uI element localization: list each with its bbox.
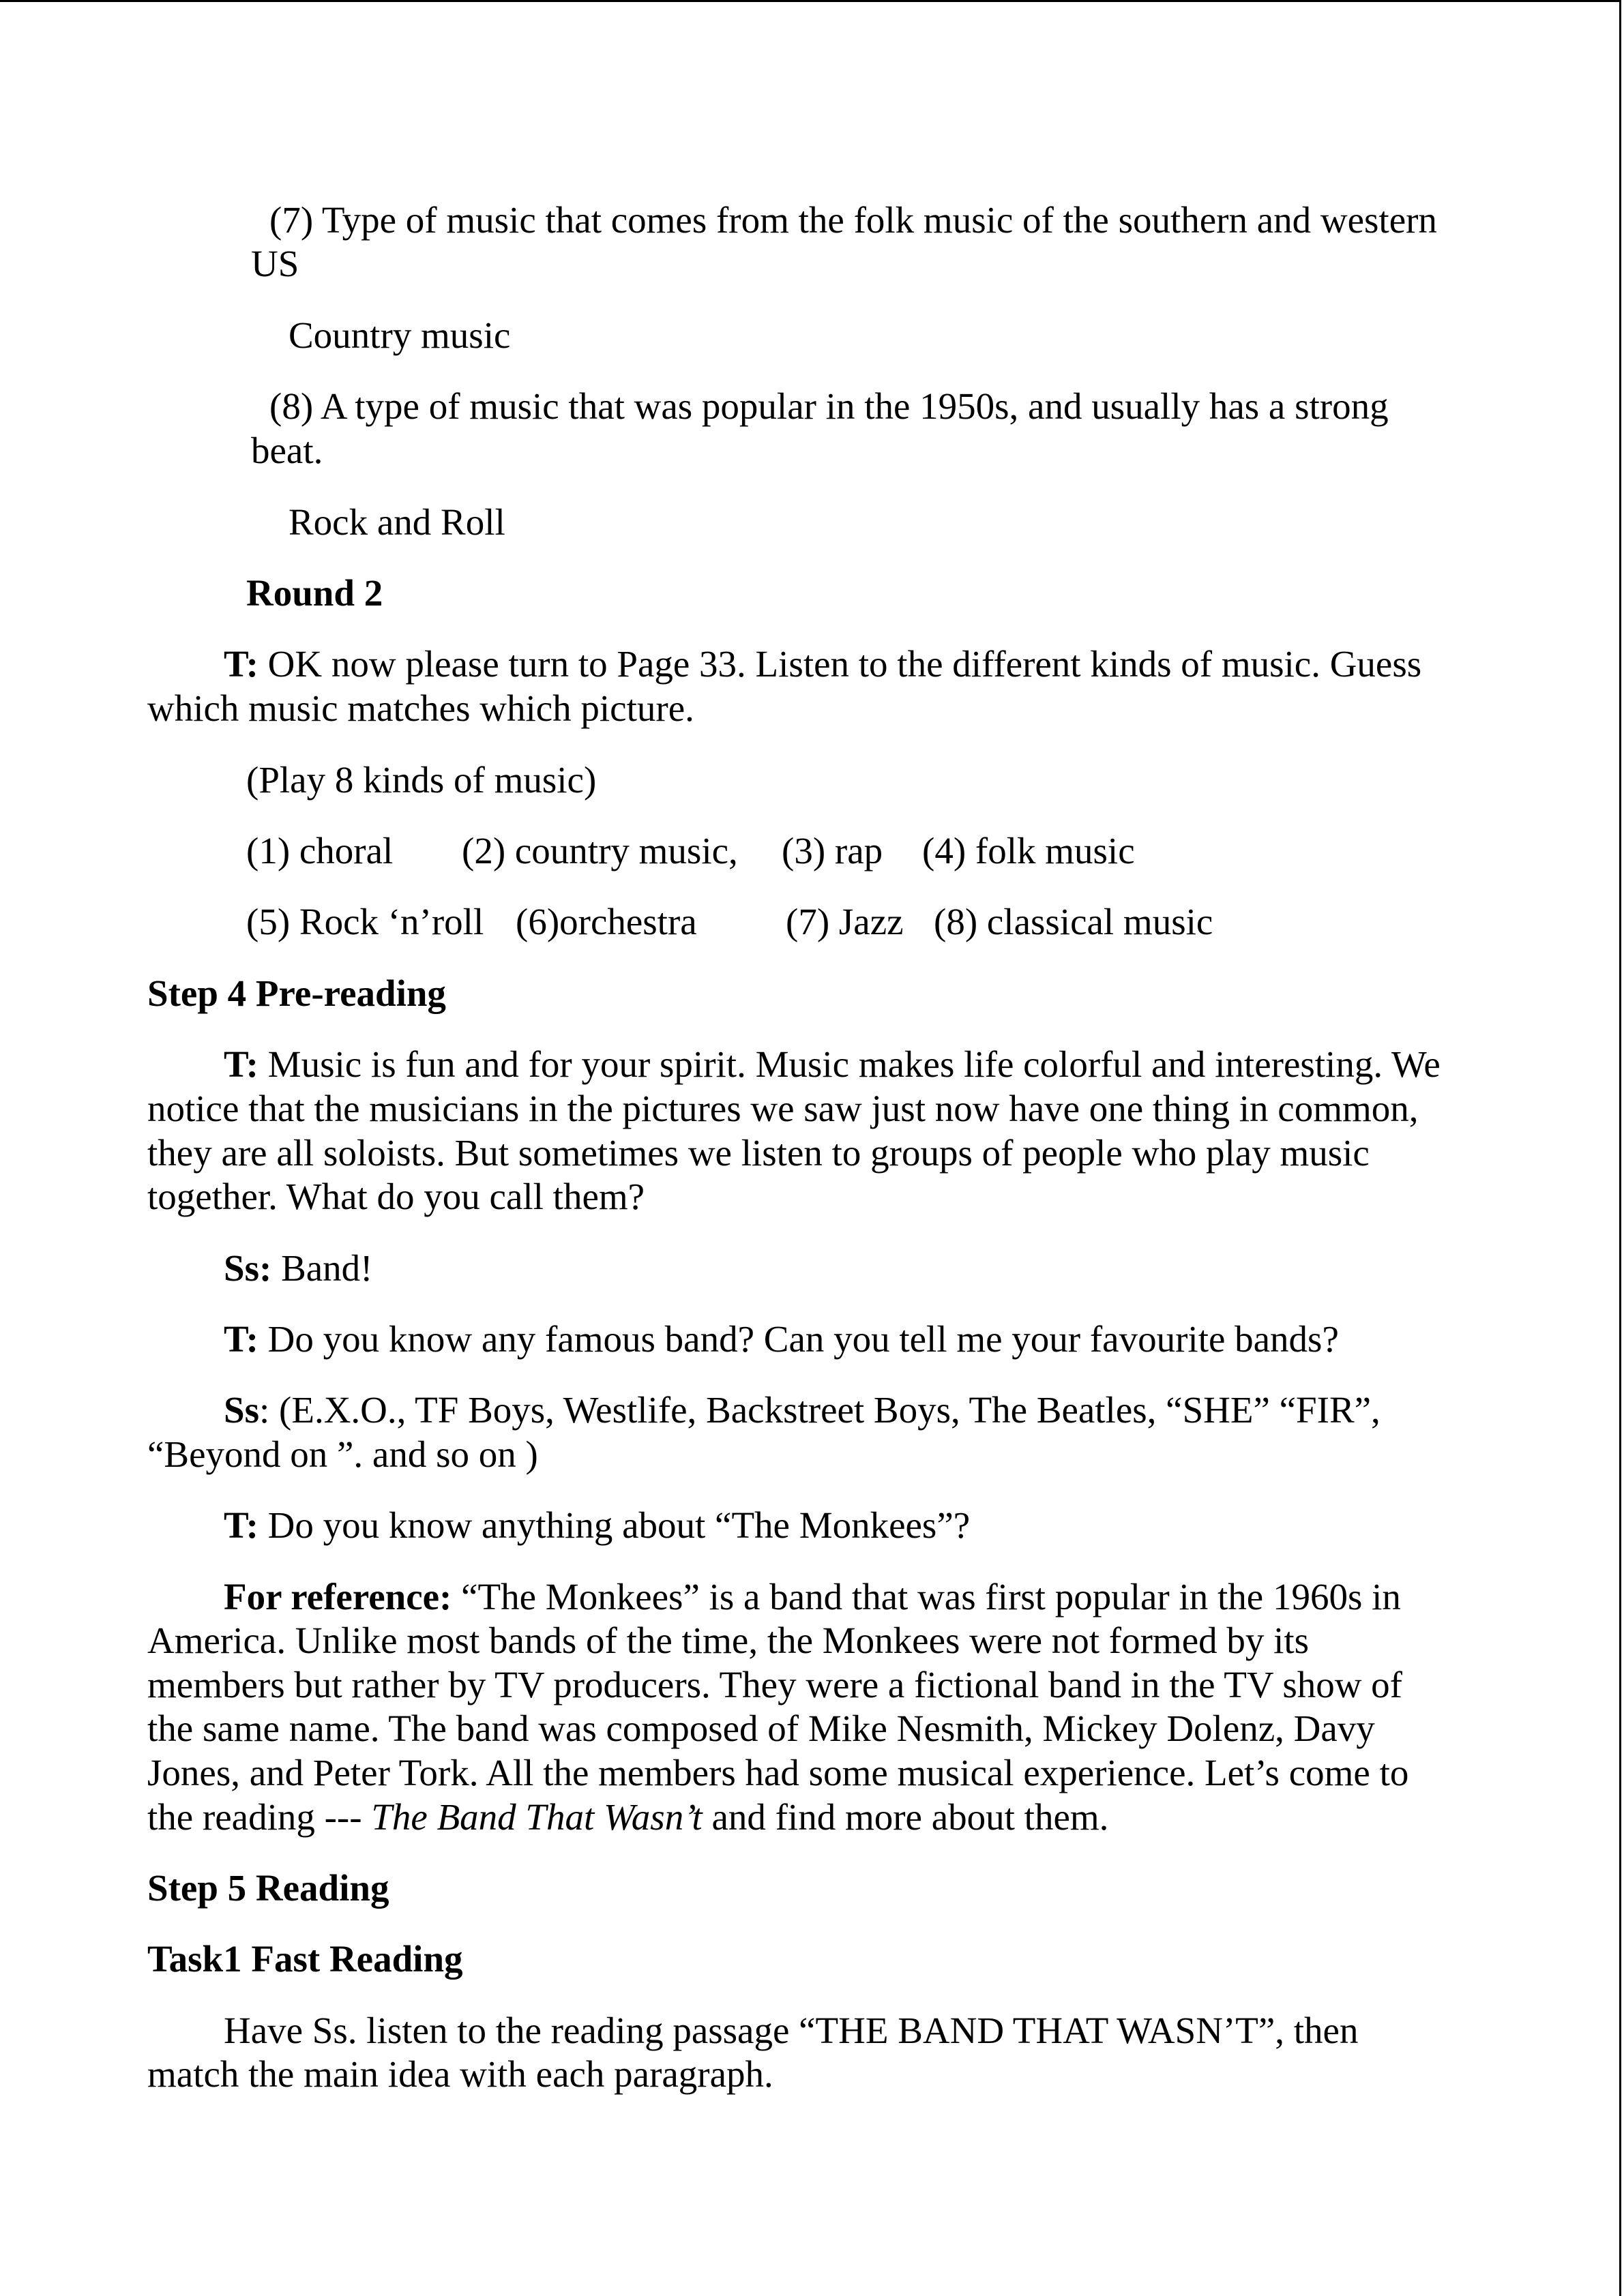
- list-item-4: (4) folk music: [922, 830, 1135, 871]
- step4-t2: [224, 1317, 1339, 1361]
- list-item-2: (2) country music,: [462, 830, 738, 871]
- speaker-label: T:: [224, 1043, 259, 1085]
- step4-t1-line4: together. What do you call them?: [147, 1176, 645, 1217]
- list-item-8: (8) classical music: [934, 901, 1213, 942]
- q8-line1: (8) A type of music that was popular in the 1950s, and usually has a strong: [269, 385, 1389, 427]
- q7-answer: Country music: [289, 314, 511, 356]
- step4-ss2-line1: [224, 1388, 1381, 1432]
- q7-line2: US: [251, 243, 299, 284]
- step4-ss2-line2: “Beyond on ”. and so on ): [147, 1433, 538, 1475]
- task1-line1: Have Ss. listen to the reading passage “THE BAND THAT WASN’T”, then: [224, 2010, 1359, 2051]
- list-item-7: (7) Jazz: [786, 901, 904, 942]
- reference-last-suffix: and find more about them.: [702, 1796, 1109, 1838]
- step4-t1-line1: [224, 1042, 1441, 1086]
- speaker-label: Ss: [224, 1389, 259, 1431]
- reference-text1: “The Monkees” is a band that was first popular in the 1960s in: [452, 1576, 1401, 1617]
- step4-t1-line2: notice that the musicians in the pictures we saw just now have one thing in common,: [147, 1088, 1419, 1129]
- round2-t-line2: which music matches which picture.: [147, 687, 694, 729]
- task1-heading: Task1 Fast Reading: [147, 1938, 463, 1980]
- speaker-label: T:: [224, 1318, 259, 1360]
- reading-title: The Band That Wasn’t: [371, 1796, 703, 1838]
- q8-line2: beat.: [251, 430, 323, 471]
- round2-t-text1: OK now please turn to Page 33. Listen to the different kinds of music. Guess: [258, 643, 1422, 685]
- step4-ss1-text: Band!: [271, 1247, 373, 1289]
- list-item-5: (5) Rock ‘n’roll: [246, 901, 484, 942]
- reference-line1: [224, 1575, 1401, 1619]
- step4-ss2-text1: : (E.X.O., TF Boys, Westlife, Backstreet Boys, The Beatles, “SHE” “FIR”,: [259, 1389, 1381, 1431]
- step4-heading: Step 4 Pre-reading: [147, 972, 446, 1014]
- step4-ss1: [224, 1246, 372, 1290]
- speaker-label: T:: [224, 1504, 259, 1546]
- reference-last-prefix: the reading ---: [147, 1796, 372, 1838]
- reference-line2: America. Unlike most bands of the time, the Monkees were not formed by its: [147, 1620, 1310, 1661]
- step4-t2-text: Do you know any famous band? Can you tell me your favourite bands?: [258, 1318, 1339, 1360]
- reference-label: For reference:: [224, 1576, 452, 1617]
- q8-answer: Rock and Roll: [289, 501, 505, 543]
- play-note: (Play 8 kinds of music): [246, 759, 597, 801]
- q7-line1: (7) Type of music that comes from the folk music of the southern and western: [269, 199, 1437, 241]
- step4-t1-text1: Music is fun and for your spirit. Music makes life colorful and interesting. We: [258, 1043, 1441, 1085]
- step5-heading: Step 5 Reading: [147, 1867, 389, 1909]
- reference-line3: members but rather by TV producers. They were a fictional band in the TV show of: [147, 1664, 1403, 1705]
- speaker-label: T:: [224, 643, 259, 685]
- round2-heading: Round 2: [246, 572, 383, 614]
- list-item-1: (1) choral: [246, 830, 394, 871]
- step4-t3: [224, 1503, 970, 1547]
- step4-t3-text: Do you know anything about “The Monkees”?: [258, 1504, 971, 1546]
- speaker-label: Ss:: [224, 1247, 272, 1289]
- list-item-6: (6)orchestra: [516, 901, 697, 942]
- reference-line6: [147, 1795, 1108, 1839]
- round2-t-line1: [224, 642, 1421, 686]
- task1-line2: match the main idea with each paragraph.: [147, 2053, 773, 2095]
- list-item-3: (3) rap: [782, 830, 883, 871]
- step4-t1-line3: they are all soloists. But sometimes we listen to groups of people who play music: [147, 1132, 1370, 1174]
- reference-line5: Jones, and Peter Tork. All the members had some musical experience. Let’s come to: [147, 1752, 1409, 1793]
- reference-line4: the same name. The band was composed of Mike Nesmith, Mickey Dolenz, Davy: [147, 1708, 1375, 1749]
